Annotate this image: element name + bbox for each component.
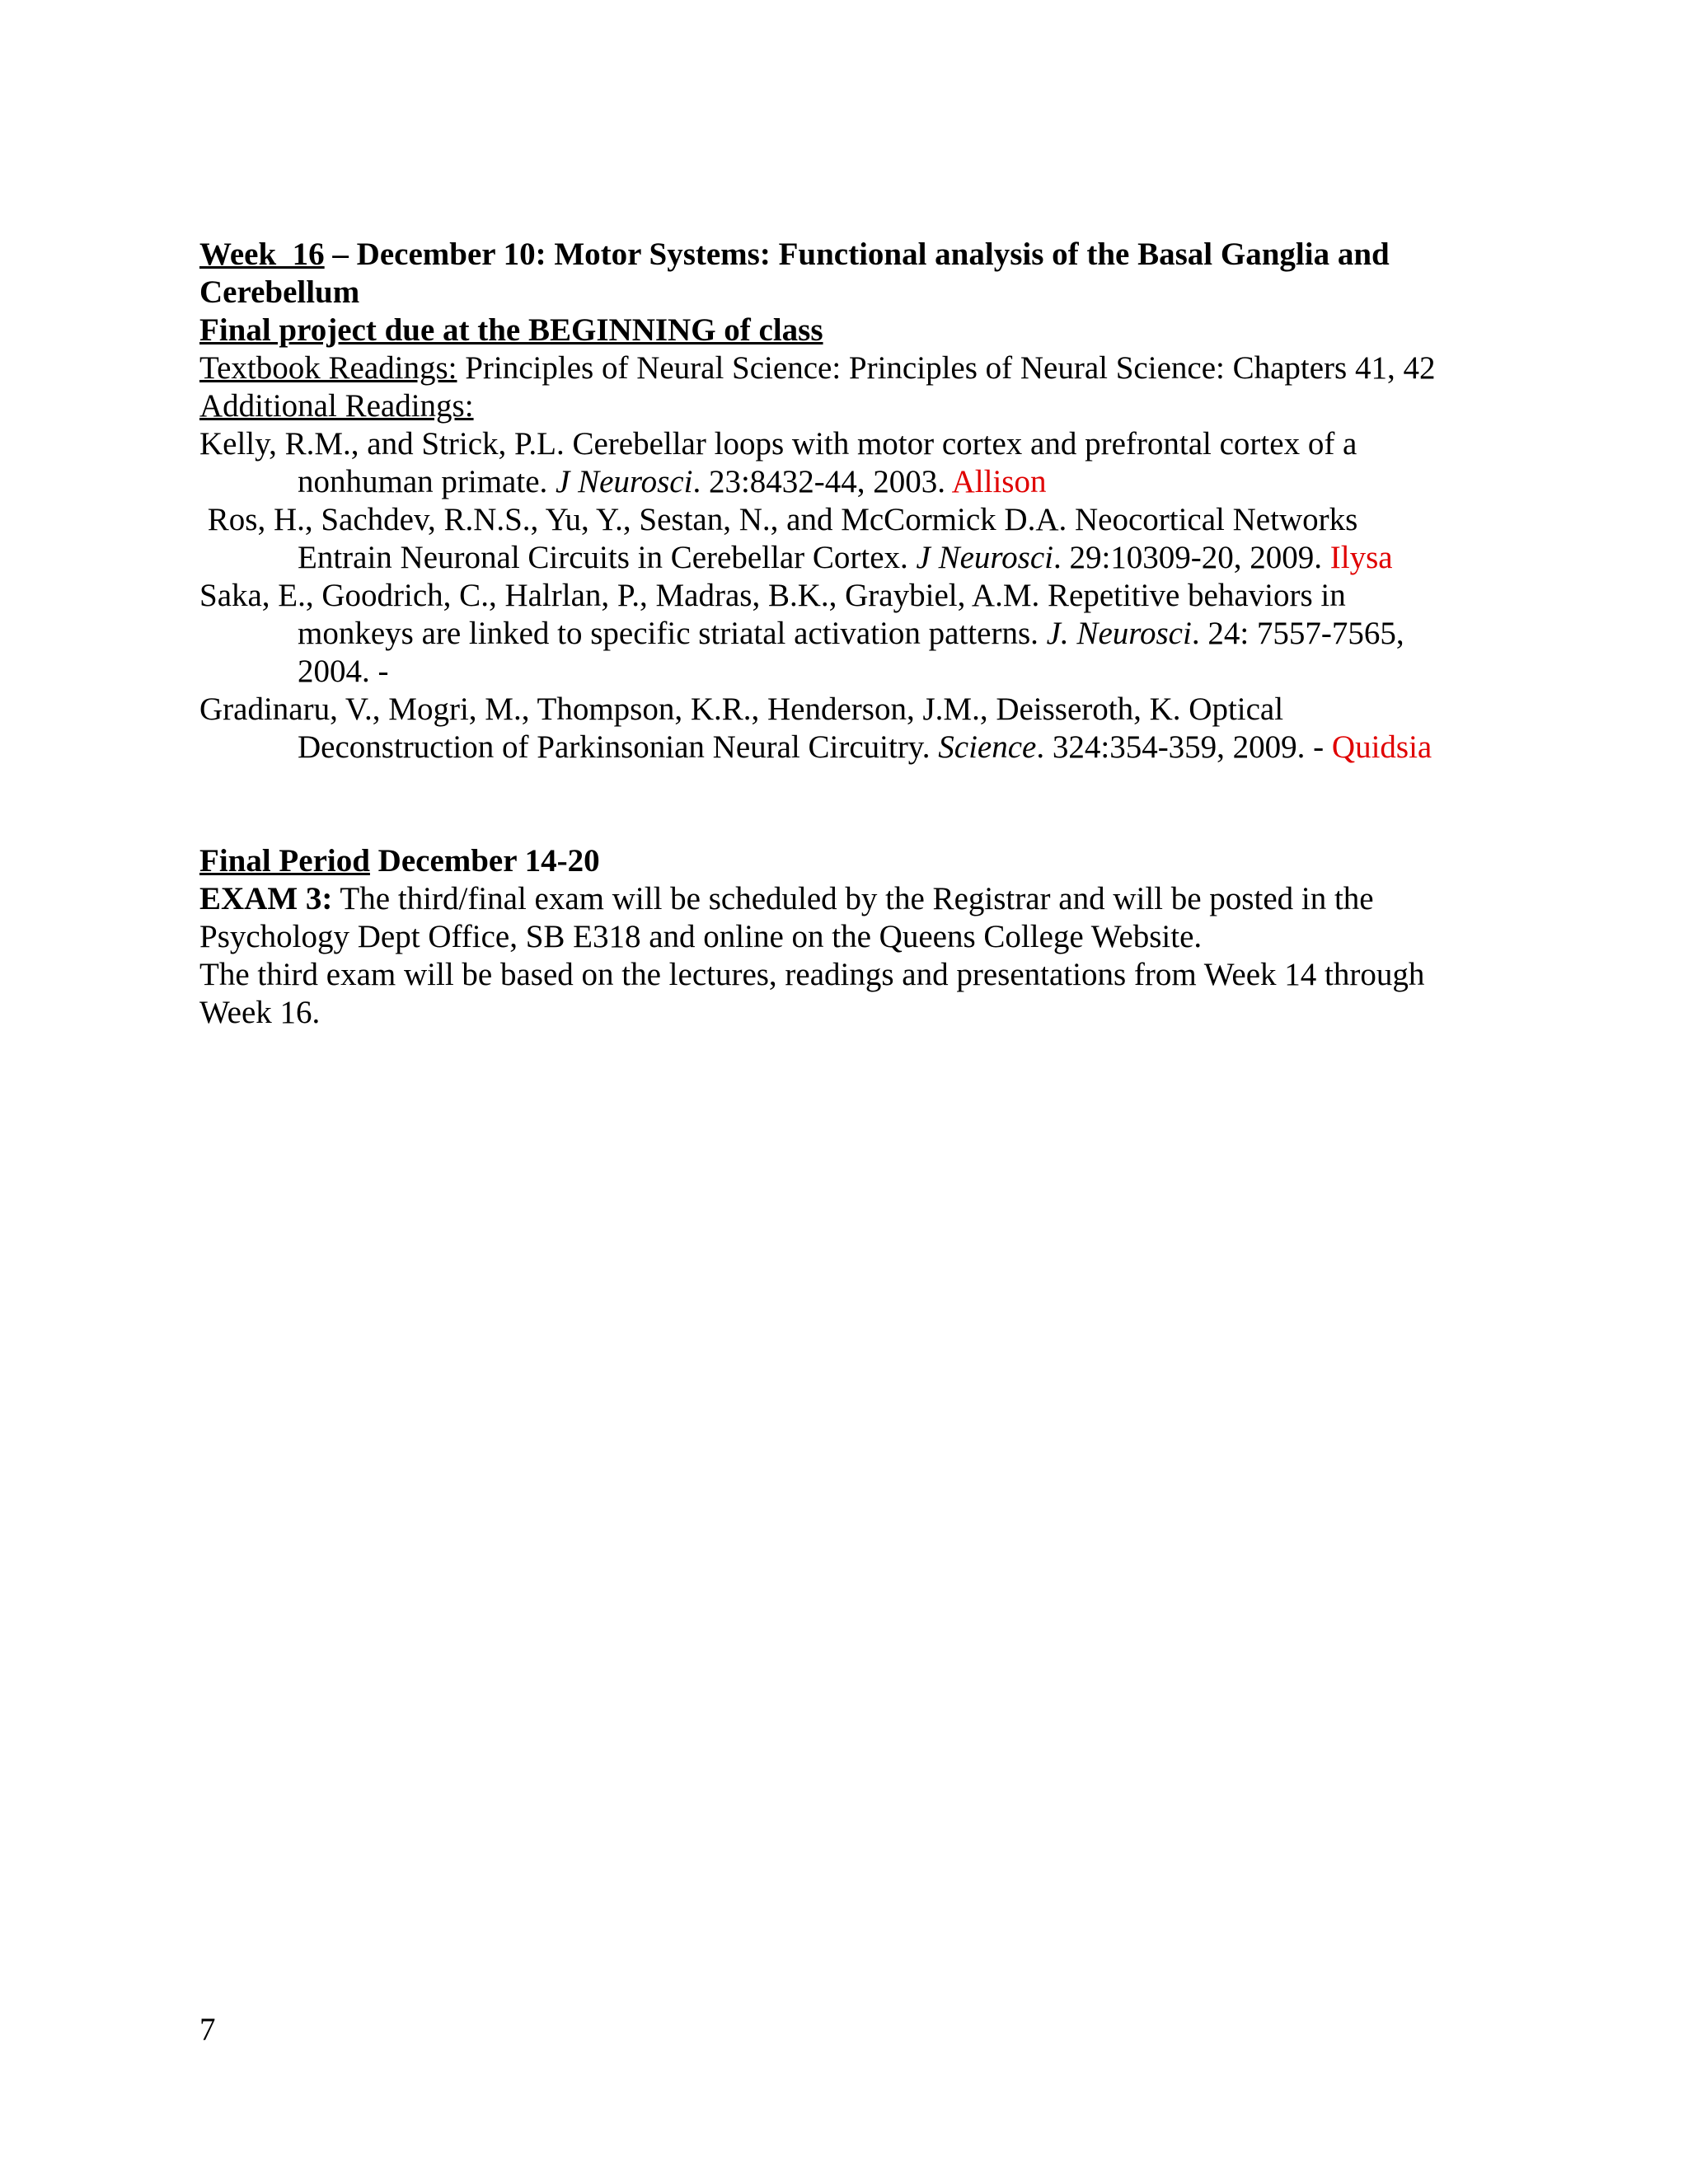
reference-text: Entrain Neuronal Circuits in Cerebellar Cortex. — [298, 540, 917, 575]
reference-line — [199, 539, 1502, 577]
section-spacer — [199, 766, 1502, 842]
presenter-name: Allison — [951, 464, 1047, 499]
final-period-label: Final Period — [199, 843, 370, 879]
reference-text: . 324:354-359, 2009. - — [1036, 729, 1332, 765]
presenter-name: Quidsia — [1331, 729, 1432, 765]
reference-item — [199, 577, 1502, 691]
week-title: – December 10: Motor Systems: Functional analysis of the Basal Ganglia and — [324, 237, 1390, 272]
due-notice: Final project due at the BEGINNING of class — [199, 312, 823, 348]
exam-label: EXAM 3: — [199, 881, 333, 916]
reference-line — [199, 615, 1502, 653]
reference-line: Gradinaru, V., Mogri, M., Thompson, K.R., Henderson, J.M., Deisseroth, K. Optical — [199, 691, 1284, 727]
final-period-dates: December 14-20 — [369, 843, 600, 879]
journal-name: Science — [938, 729, 1037, 765]
presenter-name: Ilysa — [1329, 540, 1393, 575]
page-number: 7 — [199, 2012, 216, 2047]
final-period-heading — [199, 842, 1502, 880]
exam-text: The third/final exam will be scheduled by the Registrar and will be posted in the — [332, 881, 1374, 916]
reference-line: 2004. - — [298, 654, 389, 689]
textbook-label: Textbook Readings: — [199, 350, 457, 386]
textbook-text: Principles of Neural Science: Principles of Neural Science: Chapters 41, 42 — [457, 350, 1436, 386]
reference-item — [199, 501, 1502, 577]
week-16-heading — [199, 236, 1502, 274]
week-label: Week 16 — [199, 237, 325, 272]
reference-text: nonhuman primate. — [298, 464, 556, 499]
page-content — [199, 236, 1502, 1032]
reference-line: Saka, E., Goodrich, C., Halrlan, P., Madras, B.K., Graybiel, A.M. Repetitive behaviors in — [199, 578, 1346, 613]
reference-line — [199, 463, 1502, 501]
exam-3-line1 — [199, 880, 1502, 918]
reference-item — [199, 691, 1502, 766]
reference-text: . 23:8432-44, 2003. — [692, 464, 952, 499]
reference-text: . 29:10309-20, 2009. — [1053, 540, 1330, 575]
additional-readings-label: Additional Readings: — [199, 388, 474, 424]
reference-item — [199, 425, 1502, 501]
exam-basis-line1: The third exam will be based on the lectures, readings and presentations from Week 14 through — [199, 957, 1425, 992]
reference-line: Kelly, R.M., and Strick, P.L. Cerebellar loops with motor cortex and prefrontal cortex of a — [199, 426, 1357, 462]
week-16-heading-line2: Cerebellum — [199, 274, 360, 310]
journal-name: J Neurosci — [916, 540, 1053, 575]
reference-text: . 24: 7557-7565, — [1191, 616, 1404, 651]
journal-name: J Neurosci — [556, 464, 693, 499]
exam-basis-line2: Week 16. — [199, 995, 321, 1030]
reference-line — [199, 729, 1502, 766]
journal-name: J. Neurosci — [1046, 616, 1192, 651]
reference-line: Ros, H., Sachdev, R.N.S., Yu, Y., Sestan, N., and McCormick D.A. Neocortical Networks — [199, 502, 1358, 537]
exam-3-line2: Psychology Dept Office, SB E318 and online on the Queens College Website. — [199, 919, 1203, 954]
reference-text: monkeys are linked to specific striatal activation patterns. — [298, 616, 1047, 651]
reference-text: Deconstruction of Parkinsonian Neural Circuitry. — [298, 729, 939, 765]
textbook-readings — [199, 349, 1502, 387]
